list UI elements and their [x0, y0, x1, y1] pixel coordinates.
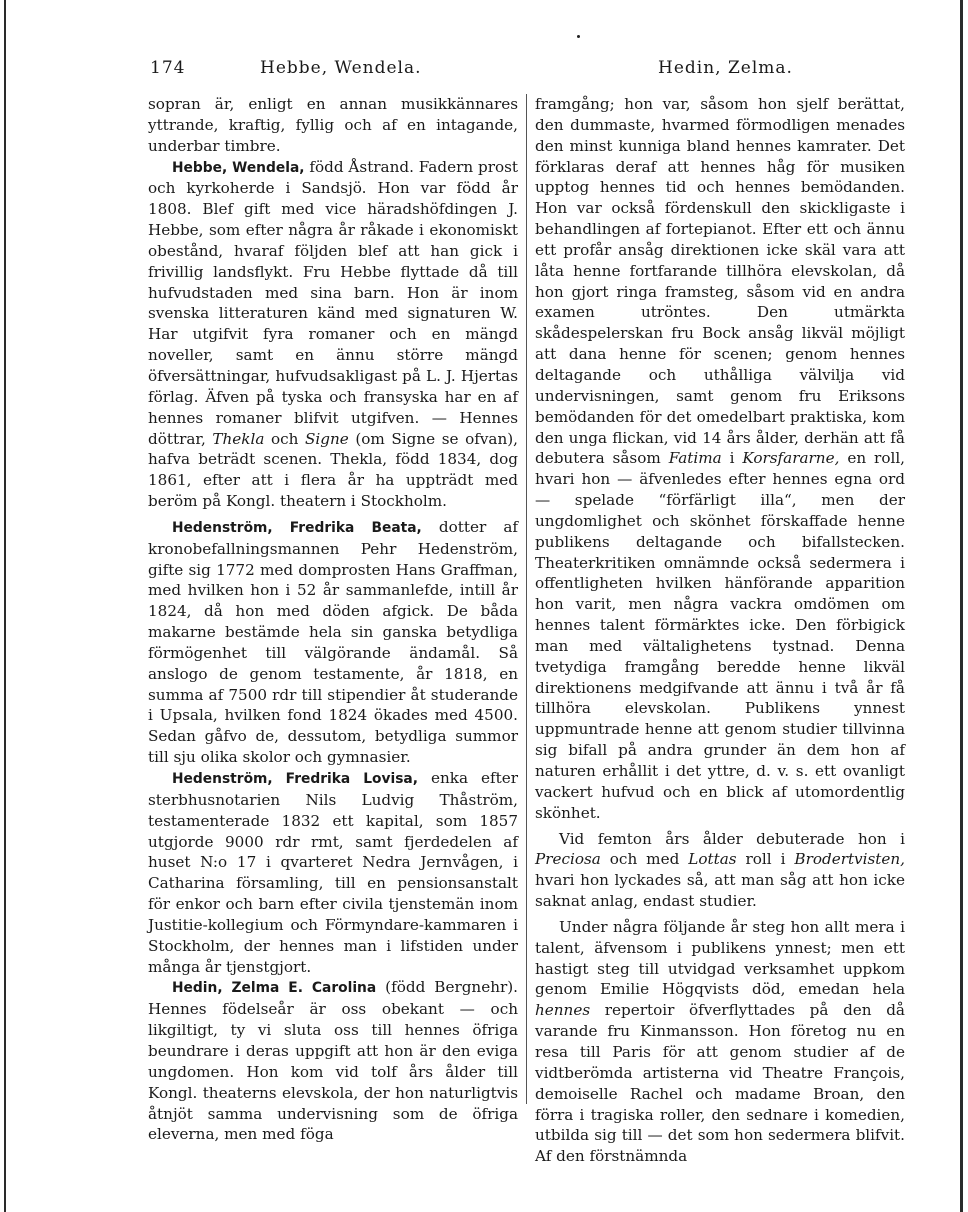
column-divider: [526, 94, 527, 1104]
entry-hedin-zelma: [148, 977, 518, 1145]
right-column: [535, 94, 905, 1167]
right-running-head: Hedin, Zelma.: [658, 58, 793, 78]
paragraph-continuation: [535, 94, 905, 824]
entry-text: en roll, hvari hon — äfvenledes efter hennes egna ord — spelade “förfärligt illa“, men der ungdomlighet och skönhet förskaffade henne publikens deltagande och bifallstecken. Theaterkritiken omnämnde också sedermera i offentligheten hvilken hänförande apparition hon varit, men några vackra omdömen om hennes talent förmärktes icke. Den förbigick man med vältalighetens tystnad. Denna tvetydiga framgång beredde henne likväl direktionens medgifvande att ännu i två år få tillhöra elevskolan. Publikens ynnest uppmuntrade henne att genom studier tillvinna sig bifall på andra grunder än dem hon af naturen erhållit i det yttre, d. v. s. ett ovanligt vackert hufvud och en blick af utomordentlig skönhet.: [535, 449, 906, 822]
entry-hebbe-wendela: [148, 157, 518, 512]
left-column: [148, 94, 518, 1145]
italic-title: Signe: [305, 429, 349, 448]
scan-edge-right: [960, 0, 963, 1212]
italic-title: hennes: [535, 1001, 591, 1020]
page-number: 174: [150, 58, 186, 78]
entry-text: Under några följande år steg hon allt mera i talent, äfvensom i publikens ynnest; men ett hastigt steg till utvidgad verksamhet uppkom genom Emilie Högqvists död, emedan hela: [535, 917, 905, 999]
entry-text: Vid femton års ålder debuterade hon i: [559, 829, 905, 848]
entry-text: (om Signe se ofvan), hafva beträdt scenen. Thekla, född 1834, dog 1861, efter att i flera år ha uppträdt med beröm på Kongl. theatern i Stockholm.: [148, 429, 519, 511]
entry-text: framgång; hon var, såsom hon sjelf berättat, den dummaste, hvarmed förmodligen menades den minst kunniga bland hennes kamrater. Det förklaras deraf att hennes håg för musiken upptog hennes tid och hennes bemödanden. Hon var också fördenskull den skickligaste i behandlingen af fortepianot. Efter ett och ännu ett profår ansåg direktionen icke skäl vara att låta henne fortfarande tillhöra elevskolan, då hon gjort ringa framsteg, såsom vid en andra examen utröntes. Den utmärkta skådespelerskan fru Bock ansåg likväl möjligt att dana henne för scenen; genom hennes deltagande och uthålliga välvilja vid undervisningen, samt genom fru Eriksons bemödanden för det omedelbart praktiska, kom den unga flickan, vid 14 års ålder, derhän att få debutera såsom: [535, 95, 905, 468]
entry-name: Hedenström, Fredrika Lovisa,: [172, 771, 418, 787]
entry-hedenstrom-fredrika-beata: [148, 517, 518, 768]
left-running-head: Hebbe, Wendela.: [260, 58, 422, 78]
italic-title: Thekla: [212, 429, 265, 448]
page-header: [148, 58, 908, 84]
italic-title: Korsfararne,: [742, 449, 840, 468]
entry-text: och med: [600, 850, 689, 869]
paragraph-debut: [535, 829, 905, 912]
entry-text: (född Bergnehr). Hennes födelseår är oss obekant — och likgiltigt, ty vi sluta oss till hennes öfriga beundrare i deras uppgift att hon är den eviga ungdomen. Hon kom vid tolf års ålder till Kongl. theaterns elevskola, der hon naturligtvis åtnjöt samma undervisning som de öfriga eleverna, men med föga: [148, 978, 518, 1144]
entry-name: Hedin, Zelma E. Carolina: [172, 980, 377, 997]
entry-text: dotter af kronobefallningsmannen Pehr Hedenström, gifte sig 1772 med domprosten Hans Graffman, med hvilken hon i 52 år sammanlefde, intill år 1824, då hon med döden afgick. De båda makarne bestämde hela sin ganska betydliga förmögenhet till välgörande ändamål. Så anslogo de genom testamente, år 1818, en summa af 7500 rdr till stipendier åt studerande i Upsala, hvilken fond 1824 ökades med 4500. Sedan gåfvo de, dessutom, betydliga summor till sju olika skolor och gymnasier.: [148, 517, 519, 767]
entry-text: i: [721, 449, 743, 468]
entry-text: och: [264, 429, 305, 448]
entry-hedenstrom-fredrika-lovisa: [148, 768, 518, 977]
entry-text: roll i: [736, 850, 795, 869]
italic-title: Preciosa: [535, 850, 601, 869]
entry-name: Hebbe, Wendela,: [172, 159, 305, 176]
entry-text: enka efter sterbhusnotarien Nils Ludvig Thåström, testamenterade 1832 ett kapital, som 1857 utgjorde 9000 rdr rmt, samt fjerdedelen af huset N:o 17 i qvarteret Nedra Jernvågen, i Catharina församling, till en pensionsanstalt för enkor och barn efter civila tjenstemän inom Justitie-kollegium och Förmyndare-kammaren i Stockholm, der hennes man i lifstiden under många år tjenstgjort.: [148, 769, 518, 976]
entry-text: hvari hon lyckades så, att man såg att hon icke saknat anlag, endast studier.: [535, 871, 905, 911]
scan-edge-left: [4, 0, 6, 1212]
paragraph-career: [535, 917, 905, 1167]
italic-title: Brodertvisten,: [794, 850, 905, 869]
italic-title: Fatima: [668, 449, 722, 468]
paragraph-continuation: sopran är, enligt en annan musikkännares yttrande, kraftig, fyllig och af en intagande, underbar timbre.: [148, 95, 518, 155]
entry-text: repertoir öfverflyttades på den då varande fru Kinmansson. Hon företog nu en resa till Paris för att genom studier af de vidtberömda artisterna vid Theatre François, demoiselle Rachel och madame Broan, den förra i tragiska roller, den sednare i komedien, utbilda sig till — det som hon sedermera blifvit. Af den förstnämnda: [535, 1001, 905, 1166]
entry-text: född Åstrand. Fadern prost och kyrkoherde i Sandsjö. Hon var född år 1808. Blef gift med vice häradshöfdingen J. Hebbe, som efter några år råkade i ekonomiskt obestånd, hvaraf följden blef att han gick i frivillig landsflykt. Fru Hebbe flyttade då till hufvudstaden med sina barn. Hon är inom svenska litteraturen känd med signaturen W. Har utgifvit fyra romaner och en mängd noveller, samt en ännu större mängd öfversättningar, hufvudsakligast på L. J. Hjertas förlag. Äfven på tyska och fransyska har en af hennes romaner blifvit utgifven. — Hennes döttrar,: [148, 157, 518, 448]
italic-title: Lottas: [688, 850, 737, 869]
entry-name: Hedenström, Fredrika Beata,: [172, 519, 422, 536]
scan-speck: [577, 35, 580, 38]
